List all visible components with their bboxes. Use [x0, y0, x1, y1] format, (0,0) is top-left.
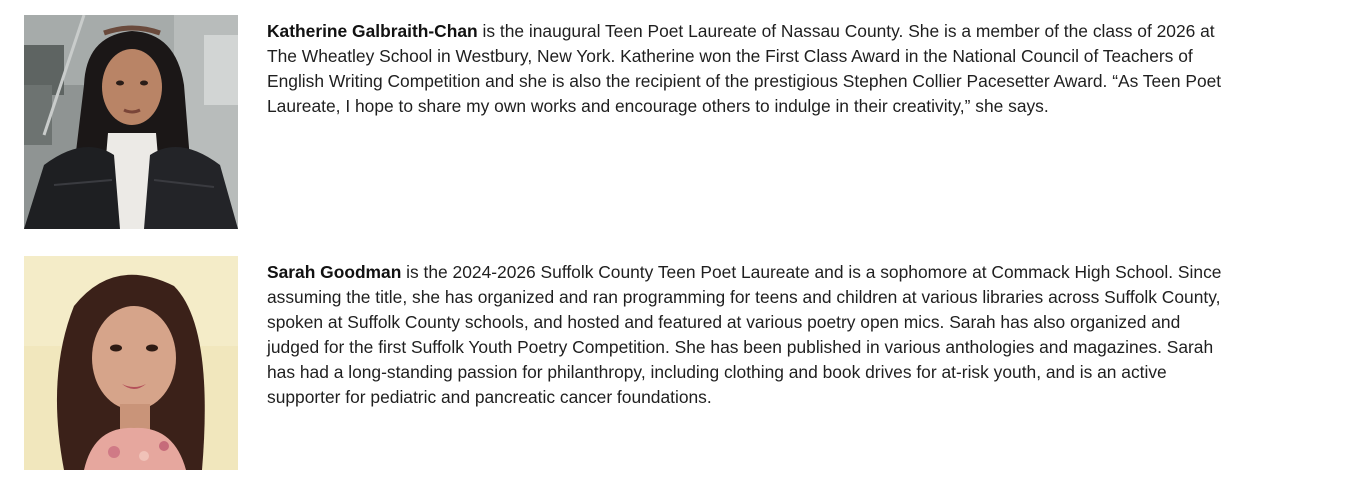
bio-name-sarah: Sarah Goodman [267, 262, 402, 282]
portrait-photo-katherine [24, 15, 238, 229]
bio-text-katherine [267, 19, 1232, 119]
bio-text-sarah [267, 260, 1232, 410]
bio-name-katherine: Katherine Galbraith-Chan [267, 21, 478, 41]
bio-katherine [24, 15, 1244, 230]
portrait-photo-sarah [24, 256, 238, 470]
bio-body-sarah: is the 2024-2026 Suffolk County Teen Poet Laureate and is a sophomore at Commack High School. Since assuming the title, she has organized and ran programming for teens and children at various libraries across Suffolk County, spoken at Suffolk County schools, and hosted and featured at various poetry open mics. Sarah has also organized and judged for the first Suffolk Youth Poetry Competition. She has been published in various anthologies and magazines. Sarah has had a long-standing passion for philanthropy, including clothing and book drives for at-risk youth, and is an active supporter for pediatric and pancreatic cancer foundations. [267, 262, 1222, 407]
bio-sarah [24, 256, 1244, 471]
bio-body-katherine: is the inaugural Teen Poet Laureate of Nassau County. She is a member of the class of 2026 at The Wheatley School in Westbury, New York. Katherine won the First Class Award in the National Council of Teachers of English Writing Competition and she is also the recipient of the prestigious Stephen Collier Pacesetter Award. “As Teen Poet Laureate, I hope to share my own works and encourage others to indulge in their creativity,” she says. [267, 21, 1222, 116]
